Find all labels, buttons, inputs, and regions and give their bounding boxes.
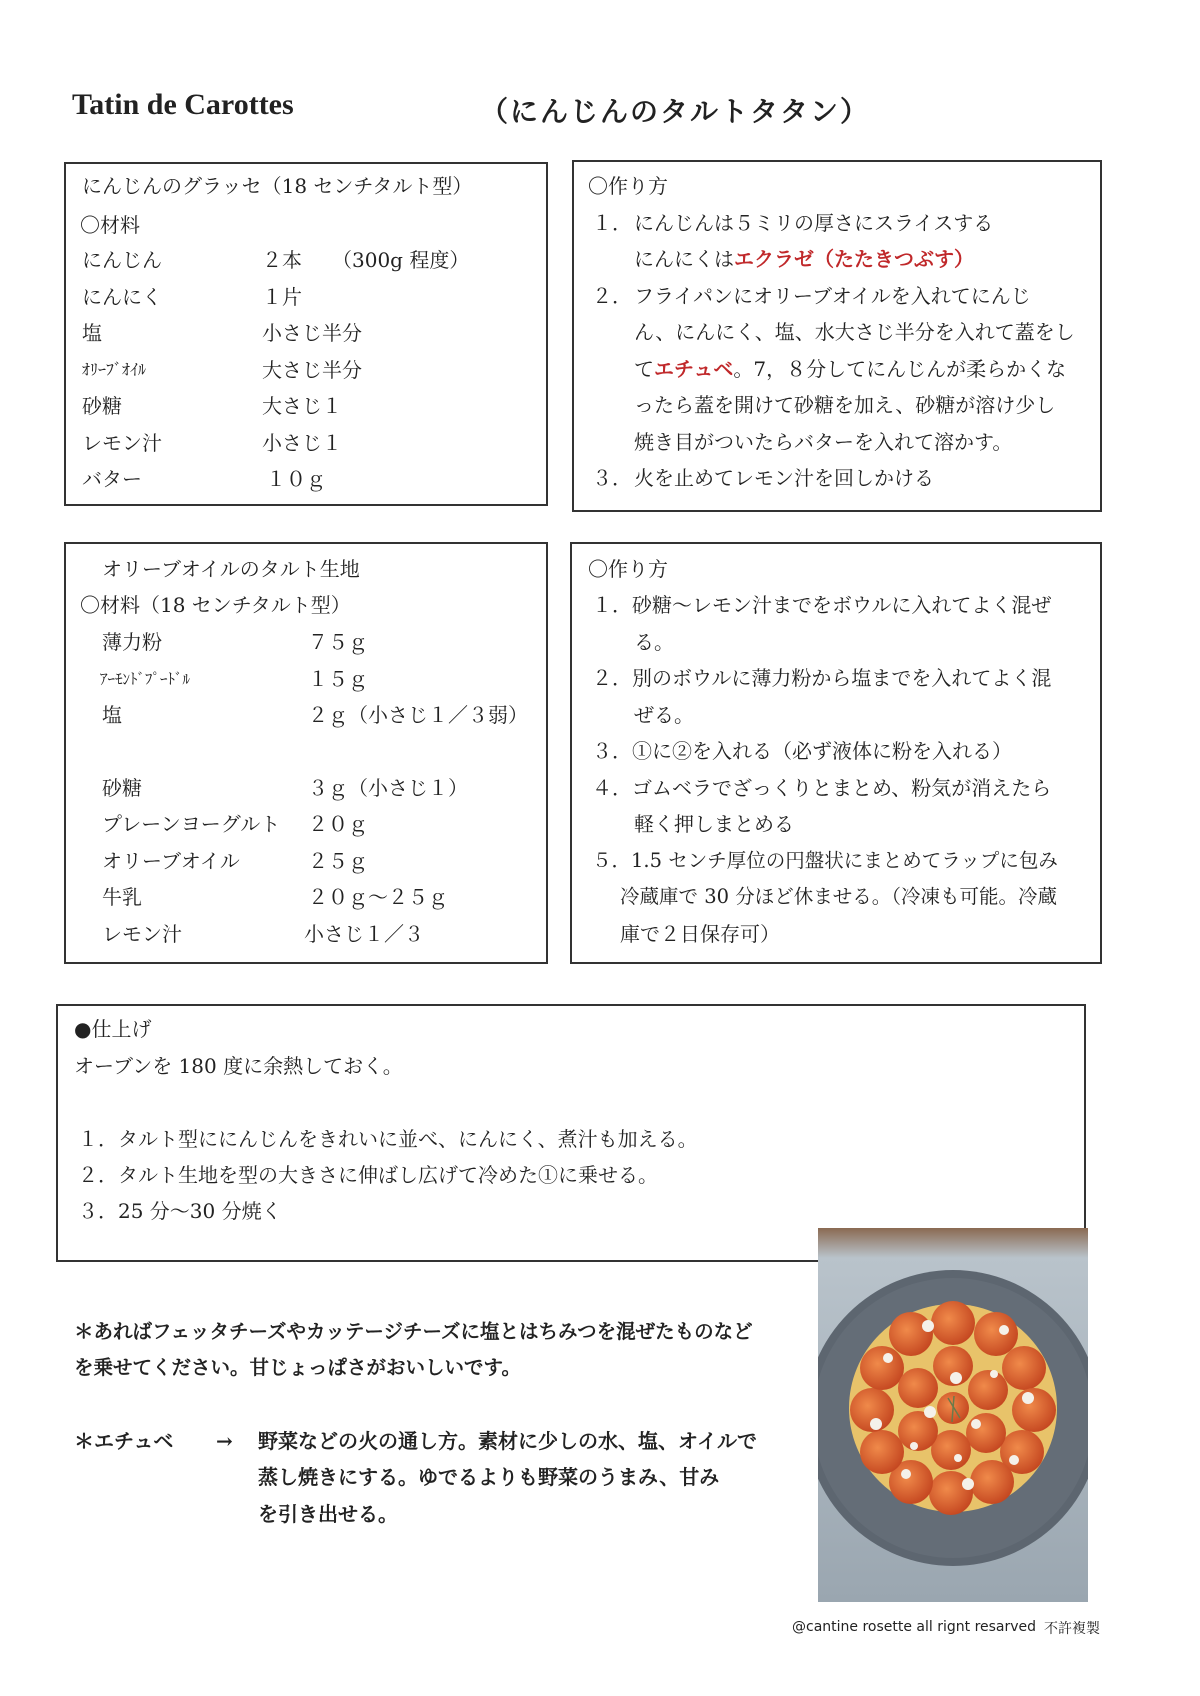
note-definition: 野菜などの火の通し方。素材に少しの水、塩、オイルで [258,1429,757,1453]
ingredient-qty: ２５ｇ [308,849,368,873]
ingredient-name: にんじん [82,248,162,272]
term-etuver: エチュベ [654,357,734,381]
dough-method-heading: 〇作り方 [588,557,668,581]
method-line: ２．別のボウルに薄力粉から塩までを入れてよく混 [592,666,1052,690]
note-cheese-line: を乗せてください。甘じょっぱさがおいしいです。 [74,1356,521,1379]
ingredient-name: ｵﾘｰﾌﾞｵｲﾙ [82,360,147,379]
ingredient-qty: １５ｇ [308,667,368,691]
ingredient-name: レモン汁 [82,431,162,455]
ingredient-name: 薄力粉 [102,630,162,654]
finishing-preheat: オーブンを 180 度に余熱しておく。 [74,1054,403,1078]
finishing-step: １．タルト型ににんじんをきれいに並べ、にんにく、煮汁も加える。 [78,1127,698,1151]
glace-heading: にんじんのグラッセ（18 センチタルト型） [82,174,473,198]
step-number: １． [592,211,632,235]
step-text: 焼き目がついたらバターを入れて溶かす。 [634,430,1013,454]
step-text-plain: 。7，８分してにんじんが柔らかくな [733,357,1067,381]
ingredient-qty: 小さじ１ [262,431,342,455]
dough-heading: オリーブオイルのタルト生地 [102,557,360,581]
glace-materials-label: 〇材料 [80,213,140,237]
method-line: ４．ゴムベラでざっくりとまとめ、粉気が消えたら [592,776,1052,800]
method-line: ぜる。 [634,703,694,727]
ingredient-qty: ２ｇ（小さじ１／３弱） [308,703,528,727]
copyright-text: @cantine rosette all rignt resarved [792,1619,1037,1635]
step-text: フライパンにオリーブオイルを入れてにんじ [634,284,1031,308]
dough-materials-label: 〇材料（18 センチタルト型） [80,593,351,617]
method-line: 冷蔵庫で 30 分ほど休ませる。（冷凍も可能。冷蔵 [620,885,1057,908]
term-ecraser: エクラゼ（たたきつぶす） [734,247,974,271]
ingredient-qty: ２０ｇ [308,812,368,836]
step-text: ったら蓋を開けて砂糖を加え、砂糖が溶け少し [634,393,1056,417]
step-text: にんじんは５ミリの厚さにスライスする [634,211,994,235]
step-number: ３． [592,466,632,490]
ingredient-qty: １片 [262,285,302,309]
ingredient-qty: ７５ｇ [308,630,368,654]
step-text [634,355,1066,383]
method-line: ３．①に②を入れる（必ず液体に粉を入れる） [592,739,1012,763]
title-japanese: （にんじんのタルトタタン） [480,95,871,128]
ingredient-name: 牛乳 [102,885,142,909]
step-number: ２． [592,284,632,308]
ingredient-name: ｱｰﾓﾝﾄﾞﾌﾟｰﾄﾞﾙ [100,670,191,688]
tart-photo [818,1228,1088,1602]
ingredient-name: バター [82,467,142,491]
ingredient-qty: 小さじ１／３ [304,922,424,946]
method-line: ５．1.5 センチ厚位の円盤状にまとめてラップに包み [592,849,1058,872]
finishing-step: ２．タルト生地を型の大きさに伸ばし広げて冷めた①に乗せる。 [78,1163,658,1187]
ingredient-qty: ２本 （300g 程度） [262,248,470,272]
finishing-heading: ●仕上げ [74,1017,152,1041]
ingredient-name: 塩 [102,703,122,727]
method-line: 軽く押しまとめる [634,812,794,836]
finishing-step: ３．25 分〜30 分焼く [78,1199,282,1223]
ingredient-name: にんにく [82,285,162,309]
note-definition: 蒸し焼きにする。ゆでるよりも野菜のうまみ、甘み [258,1465,720,1489]
title-english: Tatin de Carottes [72,88,294,121]
step-text: 火を止めてレモン汁を回しかける [634,466,934,490]
step-text [634,245,974,273]
ingredient-name: レモン汁 [102,922,182,946]
ingredient-name: プレーンヨーグルト [102,812,281,836]
ingredient-name: オリーブオイル [102,849,240,873]
note-term: ＊エチュベ [74,1429,174,1453]
glace-method-heading: 〇作り方 [588,174,668,198]
method-line: る。 [634,630,674,654]
ingredient-qty: ３ｇ（小さじ１） [308,776,468,800]
ingredient-qty: １０ｇ [266,467,326,491]
ingredient-qty: 大さじ半分 [262,358,362,382]
step-text-plain: にんにくは [634,247,734,271]
ingredient-name: 砂糖 [102,776,142,800]
tart-illustration [818,1228,1088,1602]
ingredient-name: 塩 [82,321,102,345]
note-cheese-line: ＊あればフェッタチーズやカッテージチーズに塩とはちみつを混ぜたものなど [74,1320,753,1343]
ingredient-qty: 小さじ半分 [262,321,362,345]
arrow-icon: → [216,1429,233,1453]
method-line: 庫で２日保存可） [620,922,780,946]
ingredient-qty: ２０ｇ〜２５ｇ [308,885,448,909]
step-text: ん、にんにく、塩、水大さじ半分を入れて蓋をし [634,320,1075,344]
note-definition: を引き出せる。 [258,1502,398,1526]
reproduction-notice: 不許複製 [1044,1621,1100,1637]
method-line: １．砂糖〜レモン汁までをボウルに入れてよく混ぜ [592,593,1052,617]
ingredient-qty: 大さじ１ [262,394,342,418]
step-text-plain: て [634,357,654,381]
ingredient-name: 砂糖 [82,394,122,418]
